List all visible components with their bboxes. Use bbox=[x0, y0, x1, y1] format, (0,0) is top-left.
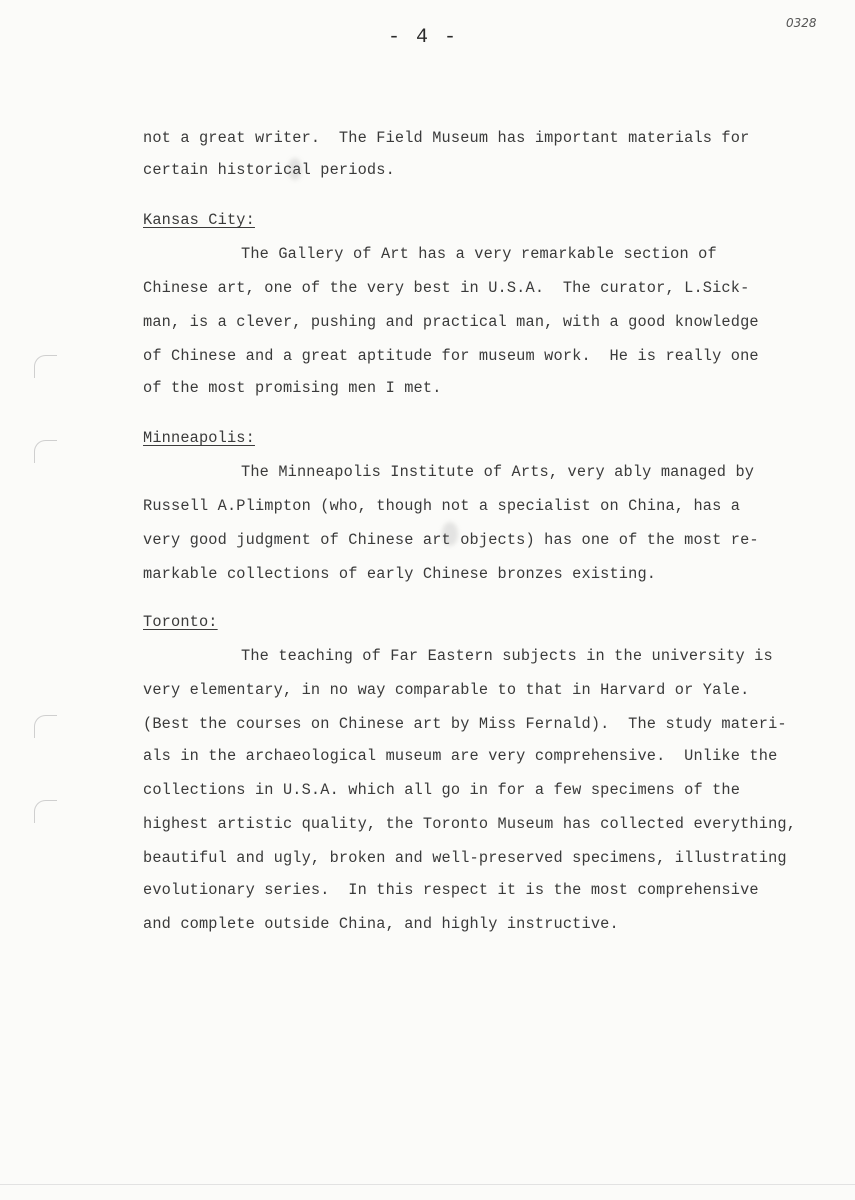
archive-number: 0328 bbox=[786, 16, 817, 30]
body-line: evolutionary series. In this respect it is the most comprehensive bbox=[143, 881, 759, 899]
body-line: man, is a clever, pushing and practical man, with a good knowledge bbox=[143, 313, 759, 331]
page-edge bbox=[0, 1184, 855, 1185]
body-line: and complete outside China, and highly instructive. bbox=[143, 915, 619, 933]
section-heading-toronto: Toronto: bbox=[143, 613, 218, 631]
punch-mark bbox=[34, 355, 57, 378]
page-number: - 4 - bbox=[388, 26, 459, 49]
body-line: of Chinese and a great aptitude for museum work. He is really one bbox=[143, 347, 759, 365]
body-line: (Best the courses on Chinese art by Miss Fernald). The study materi- bbox=[143, 715, 787, 733]
punch-mark bbox=[34, 800, 57, 823]
body-line: very good judgment of Chinese art objects) has one of the most re- bbox=[143, 531, 759, 549]
body-line: als in the archaeological museum are very comprehensive. Unlike the bbox=[143, 747, 778, 765]
body-line: The Gallery of Art has a very remarkable section of bbox=[241, 245, 717, 263]
body-line: certain historical periods. bbox=[143, 161, 395, 179]
body-line: highest artistic quality, the Toronto Museum has collected everything, bbox=[143, 815, 797, 833]
body-line: collections in U.S.A. which all go in for a few specimens of the bbox=[143, 781, 741, 799]
body-line: Russell A.Plimpton (who, though not a specialist on China, has a bbox=[143, 497, 741, 515]
body-line: beautiful and ugly, broken and well-preserved specimens, illustrating bbox=[143, 849, 787, 867]
body-line: Chinese art, one of the very best in U.S.A. The curator, L.Sick- bbox=[143, 279, 750, 297]
punch-mark bbox=[34, 715, 57, 738]
section-heading-minneapolis: Minneapolis: bbox=[143, 429, 255, 447]
body-line: of the most promising men I met. bbox=[143, 379, 442, 397]
punch-mark bbox=[34, 440, 57, 463]
body-line: markable collections of early Chinese bronzes existing. bbox=[143, 565, 657, 583]
body-line: The Minneapolis Institute of Arts, very ably managed by bbox=[241, 463, 755, 481]
section-heading-kansas-city: Kansas City: bbox=[143, 211, 255, 229]
body-line: very elementary, in no way comparable to that in Harvard or Yale. bbox=[143, 681, 750, 699]
body-line: not a great writer. The Field Museum has important materials for bbox=[143, 129, 750, 147]
body-line: The teaching of Far Eastern subjects in the university is bbox=[241, 647, 773, 665]
